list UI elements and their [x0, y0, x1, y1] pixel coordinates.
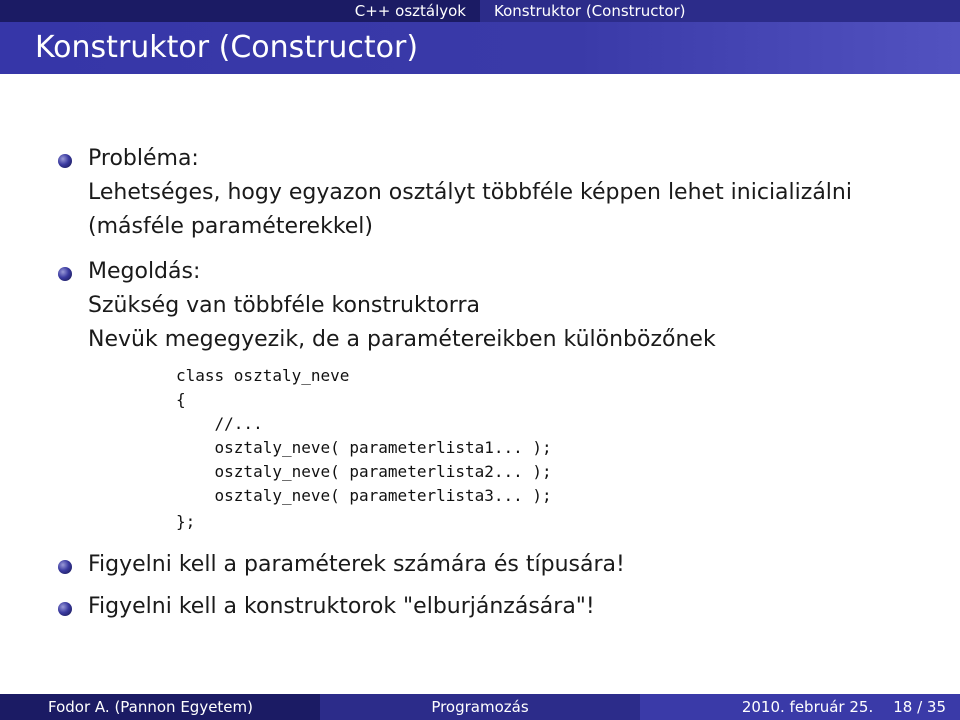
code-line: osztaly_neve( parameterlista3... ); [176, 486, 552, 505]
bullet-problem-label: Probléma: [88, 146, 199, 171]
navigation-header [0, 0, 960, 22]
footer-page-number: 18 / 35 [893, 698, 946, 716]
footer-author: Fodor A. (Pannon Egyetem) [0, 694, 320, 720]
bullet-icon [58, 154, 72, 168]
footer-bar [0, 694, 960, 720]
footer-date: 2010. február 25. [741, 698, 874, 716]
bullet-check-params: Figyelni kell a paraméterek számára és típusára! [88, 552, 625, 577]
code-line: { [176, 390, 186, 409]
bullet-check-constructors: Figyelni kell a konstruktorok "elburjánzására"! [88, 594, 595, 619]
bullet-icon [58, 560, 72, 574]
slide-title: Konstruktor (Constructor) [0, 22, 960, 74]
bullet-problem-line: Lehetséges, hogy egyazon osztályt többféle képpen lehet inicializálni [88, 180, 852, 205]
nav-subsection-link[interactable]: Konstruktor (Constructor) [480, 0, 960, 22]
bullet-icon [58, 602, 72, 616]
code-line: osztaly_neve( parameterlista1... ); [176, 438, 552, 457]
code-line: //... [176, 414, 263, 433]
footer-course: Programozás [320, 694, 640, 720]
bullet-problem-line: (másféle paraméterekkel) [88, 214, 374, 239]
bullet-solution-line: Nevük megegyezik, de a paramétereikben különbözőnek [88, 327, 716, 352]
bullet-icon [58, 267, 72, 281]
code-line: class osztaly_neve [176, 366, 350, 385]
footer-meta [640, 694, 960, 720]
code-line: }; [176, 512, 196, 531]
bullet-solution-label: Megoldás: [88, 259, 201, 284]
nav-section-link[interactable]: C++ osztályok [0, 0, 480, 22]
code-line: osztaly_neve( parameterlista2... ); [176, 462, 552, 481]
bullet-solution-line: Szükség van többféle konstruktorra [88, 293, 480, 318]
